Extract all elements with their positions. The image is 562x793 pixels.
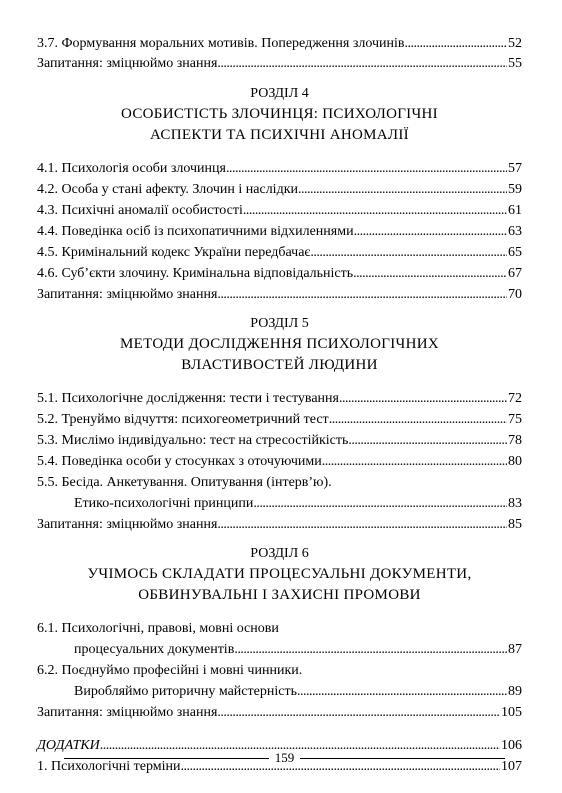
toc-entry-title: 5.5. Бесіда. Анкетування. Опитування (інтерв’ю). xyxy=(37,475,332,490)
toc-entry-title: 6.2. Поєднуймо професійні і мовні чинники. xyxy=(37,663,303,678)
toc-entry-title: 5.4. Поведінка особи у стосунках з оточуючими xyxy=(37,454,322,469)
toc-entry xyxy=(37,702,522,723)
toc-entry xyxy=(37,660,522,681)
toc-entry xyxy=(37,284,522,305)
leader-dots xyxy=(348,430,507,451)
footer-rule-right xyxy=(300,758,505,759)
section-entries xyxy=(37,158,522,305)
toc-entry-title: 4.2. Особа у стані афекту. Злочин і наслідки xyxy=(37,182,298,197)
toc-entry-title: Запитання: зміцнюймо знання xyxy=(37,56,218,71)
leader-dots xyxy=(339,388,507,409)
toc-entry-page: 75 xyxy=(508,412,522,427)
toc-entry-title: Запитання: зміцнюймо знання xyxy=(37,705,218,720)
toc-entry-page: 67 xyxy=(508,266,522,281)
section-heading xyxy=(37,314,522,376)
toc-entry-page: 89 xyxy=(508,684,522,699)
leader-dots xyxy=(226,158,507,179)
section-title-line: ОСОБИСТІСТЬ ЗЛОЧИНЦЯ: ПСИХОЛОГІЧНІ xyxy=(121,106,438,122)
section-title-line: ОБВИНУВАЛЬНІ І ЗАХИСНІ ПРОМОВИ xyxy=(138,587,421,603)
leader-dots xyxy=(298,179,507,200)
toc-entry-page: 106 xyxy=(501,738,522,753)
toc-entry-title: Виробляймо риторичну майстерність xyxy=(74,684,297,699)
toc-entry xyxy=(37,54,522,74)
toc-entry-page: 57 xyxy=(508,161,522,176)
toc-entry-page: 70 xyxy=(508,287,522,302)
toc-entry-title: ДОДАТКИ xyxy=(37,738,100,753)
toc-entry-title: процесуальних документів xyxy=(74,642,235,657)
toc-entry xyxy=(37,430,522,451)
leader-dots xyxy=(234,639,507,660)
toc-entry xyxy=(37,451,522,472)
toc-entry xyxy=(37,179,522,200)
toc-entry xyxy=(37,514,522,535)
toc-entry-continuation xyxy=(37,681,522,702)
toc-entry-title: Запитання: зміцнюймо знання xyxy=(37,287,218,302)
toc-entry-page: 105 xyxy=(501,705,522,720)
toc-entry-page: 80 xyxy=(508,454,522,469)
toc-entry xyxy=(37,158,522,179)
toc-entry-title: 6.1. Психологічні, правові, мовні основи xyxy=(37,621,279,636)
toc-entry-continuation xyxy=(37,493,522,514)
toc-entry-title: 3.7. Формування моральних мотивів. Попередження злочинів xyxy=(37,36,405,51)
section-entries xyxy=(37,618,522,723)
toc-entry xyxy=(37,618,522,639)
section-heading xyxy=(37,84,522,146)
toc-entry-continuation xyxy=(37,639,522,660)
toc-entry-page: 78 xyxy=(508,433,522,448)
toc-entry xyxy=(37,200,522,221)
page-number: 159 xyxy=(274,750,295,765)
section-heading xyxy=(37,544,522,606)
leader-dots xyxy=(297,681,507,702)
section-number: РОЗДІЛ 5 xyxy=(250,316,309,331)
section-title-line: ВЛАСТИВОСТЕЙ ЛЮДИНИ xyxy=(181,357,378,373)
toc-entry-title: 5.3. Мислімо індивідуально: тест на стресостійкість xyxy=(37,433,349,448)
leader-dots xyxy=(217,284,507,305)
toc-entry-title: 5.1. Психологічне дослідження: тести і тестування xyxy=(37,391,339,406)
toc-entry-title: 5.2. Тренуймо відчуття: психогеометричний тест xyxy=(37,412,329,427)
toc-entry xyxy=(37,409,522,430)
toc-entry xyxy=(37,221,522,242)
toc-entry-page: 52 xyxy=(508,36,522,51)
toc-entry xyxy=(37,34,522,54)
toc-entry-title: Етико-психологічні принципи xyxy=(74,496,254,511)
toc-entry-title: Запитання: зміцнюймо знання xyxy=(37,517,218,532)
leader-dots xyxy=(217,54,507,74)
page-footer xyxy=(64,750,505,766)
section-entries xyxy=(37,388,522,535)
section-number: РОЗДІЛ 4 xyxy=(250,86,309,101)
toc-entry-page: 59 xyxy=(508,182,522,197)
section-title-line: АСПЕКТИ ТА ПСИХІЧНІ АНОМАЛІЇ xyxy=(150,127,409,143)
toc-entry-page: 63 xyxy=(508,224,522,239)
toc-entry-page: 107 xyxy=(501,759,522,774)
leader-dots xyxy=(310,242,507,263)
leader-dots xyxy=(353,263,507,284)
leader-dots xyxy=(253,493,507,514)
toc-entry-title: 4.3. Психічні аномалії особистості xyxy=(37,203,243,218)
section-title-line: УЧІМОСЬ СКЛАДАТИ ПРОЦЕСУАЛЬНІ ДОКУМЕНТИ, xyxy=(87,566,472,582)
toc-entry-page: 55 xyxy=(508,56,522,71)
toc-entry-title: 1. Психологічні терміни xyxy=(37,759,181,774)
leader-dots xyxy=(217,702,500,723)
toc-entry-title: 4.6. Суб’єкти злочину. Кримінальна відповідальність xyxy=(37,266,354,281)
leader-dots xyxy=(322,451,507,472)
toc-entry xyxy=(37,388,522,409)
toc-entry xyxy=(37,263,522,284)
toc-entry-page: 83 xyxy=(508,496,522,511)
toc-entry-title: 4.4. Поведінка осіб із психопатичними відхиленнями xyxy=(37,224,354,239)
toc-entry-page: 87 xyxy=(508,642,522,657)
toc-entry-page: 85 xyxy=(508,517,522,532)
section-number: РОЗДІЛ 6 xyxy=(250,546,309,561)
leader-dots xyxy=(354,221,507,242)
toc-entry xyxy=(37,242,522,263)
leader-dots xyxy=(217,514,507,535)
toc-entry-title: 4.1. Психологія особи злочинця xyxy=(37,161,226,176)
leader-dots xyxy=(405,34,508,54)
toc-entry-page: 72 xyxy=(508,391,522,406)
toc-entry xyxy=(37,472,522,493)
footer-rule-left xyxy=(64,758,269,759)
toc-entry-page: 61 xyxy=(508,203,522,218)
toc-entry-page: 65 xyxy=(508,245,522,260)
leader-dots xyxy=(329,409,507,430)
toc-entry-title: 4.5. Кримінальний кодекс України передбачає xyxy=(37,245,311,260)
section-title-line: МЕТОДИ ДОСЛІДЖЕННЯ ПСИХОЛОГІЧНИХ xyxy=(119,336,439,352)
leader-dots xyxy=(243,200,507,221)
table-of-contents xyxy=(37,34,522,777)
